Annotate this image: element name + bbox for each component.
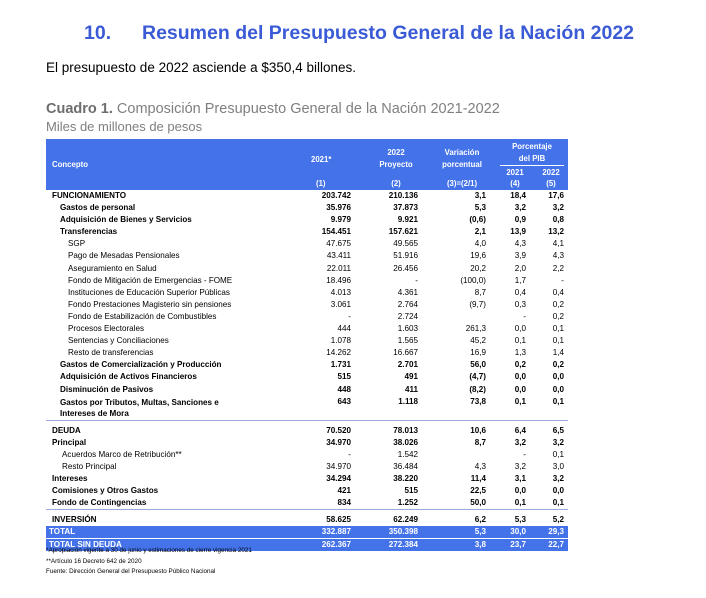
cell-2021: 18.496 <box>326 275 351 285</box>
cell-pib-2021: 0,4 <box>514 287 526 297</box>
table-row <box>46 384 568 396</box>
cell-2021: 1.731 <box>330 360 351 370</box>
table-row <box>46 514 568 526</box>
row-label: Adquisición de Activos Financieros <box>60 372 197 382</box>
row-label: Principal <box>52 437 87 447</box>
cell-2022: 157.621 <box>388 227 418 237</box>
cell-2022: 1.603 <box>397 324 418 334</box>
header-num5: (5) <box>546 179 556 188</box>
cell-variacion: (0,6) <box>469 215 486 225</box>
cell-2022: 411 <box>404 384 418 394</box>
cell-2021: - <box>348 311 351 321</box>
cell-2021: 9.979 <box>330 215 351 225</box>
cell-2022: 16.667 <box>393 348 418 358</box>
cell-pib-2021: 0,1 <box>514 336 526 346</box>
cell-pib-2021: 0,1 <box>514 498 526 508</box>
cell-pib-2021: 0,0 <box>514 324 526 334</box>
header-num2: (2) <box>391 179 401 188</box>
row-label: FUNCIONAMIENTO <box>52 191 127 200</box>
cell-variacion: (100,0) <box>460 275 486 285</box>
row-label: Acuerdos Marco de Retribución** <box>62 449 182 459</box>
cell-pib-2021: 0,0 <box>514 372 526 382</box>
cell-variacion: 8,7 <box>474 287 486 297</box>
cell-variacion: 22,5 <box>470 486 486 496</box>
cell-2021: 34.294 <box>326 473 351 483</box>
cell-pib-2022: 0,2 <box>552 360 564 370</box>
row-label: Transferencias <box>60 227 118 237</box>
cell-pib-2022: 0,2 <box>552 299 564 309</box>
cell-pib-2021: 3,9 <box>514 251 526 261</box>
row-label: Adquisición de Bienes y Servicios <box>60 215 192 225</box>
row-label: SGP <box>68 239 86 249</box>
cell-variacion: 73,8 <box>470 396 486 406</box>
row-label: Comisiones y Otros Gastos <box>52 486 159 496</box>
header-pib-divider <box>500 165 564 166</box>
cell-pib-2021: 0,3 <box>514 299 526 309</box>
table-row <box>46 299 568 311</box>
cell-2021: 515 <box>337 372 351 382</box>
cell-2022: - <box>415 275 418 285</box>
cell-pib-2022: 29,3 <box>548 527 564 537</box>
cell-pib-2022: 3,2 <box>552 203 564 213</box>
cell-2022: 9.921 <box>397 215 418 225</box>
cell-pib-2021: 0,9 <box>514 215 526 225</box>
cell-pib-2022: 0,0 <box>552 384 564 394</box>
cell-variacion: 56,0 <box>470 360 486 370</box>
header-pib-bottom: del PIB <box>518 154 546 163</box>
table-caption-title: Composición Presupuesto General de la Nación 2021-2022 <box>116 101 500 117</box>
cell-2022: 36.484 <box>393 461 418 471</box>
table-row <box>46 311 568 323</box>
table-row <box>46 396 568 420</box>
cell-pib-2022: 6,5 <box>552 425 564 435</box>
table-row <box>46 226 568 238</box>
cell-2022: 38.026 <box>393 437 418 447</box>
row-label: DEUDA <box>52 425 81 435</box>
cell-2021: 834 <box>337 498 351 508</box>
cell-pib-2021: 1,7 <box>514 275 526 285</box>
cell-2022: 1.542 <box>397 449 418 459</box>
cell-variacion: 4,3 <box>474 461 486 471</box>
cell-pib-2021: 2,0 <box>514 263 526 273</box>
cell-pib-2021: 6,4 <box>514 425 526 435</box>
table-row <box>46 323 568 335</box>
cell-2022: 2.701 <box>397 360 418 370</box>
cell-pib-2021: 0,1 <box>514 396 526 406</box>
header-num4: (4) <box>510 179 520 188</box>
cell-2021: 58.625 <box>326 515 351 525</box>
cell-pib-2022: 22,7 <box>548 540 564 550</box>
cell-2021: 421 <box>337 486 351 496</box>
table-row <box>46 275 568 287</box>
row-label: Resto de transferencias <box>68 348 154 358</box>
cell-pib-2021: - <box>523 311 526 321</box>
cell-2021: 203.742 <box>321 191 351 200</box>
cell-pib-2022: 0,0 <box>552 372 564 382</box>
section-title: Resumen del Presupuesto General de la Nación 2022 <box>142 22 635 44</box>
table-row <box>46 250 568 262</box>
table-row <box>46 371 568 383</box>
cell-2022: 2.764 <box>397 299 418 309</box>
cell-pib-2021: 3,2 <box>514 461 526 471</box>
cell-pib-2022: 0,2 <box>552 311 564 321</box>
table-row <box>46 238 568 250</box>
cell-variacion: 3,8 <box>474 540 486 550</box>
cell-variacion: 11,4 <box>470 473 486 483</box>
table-row <box>46 287 568 299</box>
header-col5-year: 2022 <box>542 168 560 177</box>
footnote: **Artículo 16 Decreto 642 de 2020 <box>46 557 142 565</box>
header-num1: (1) <box>316 179 326 188</box>
cell-variacion: (8,2) <box>469 384 486 394</box>
cell-pib-2022: 0,1 <box>552 336 564 346</box>
row-label: Fondo de Estabilización de Combustibles <box>68 311 217 321</box>
cell-2022: 1.565 <box>397 336 418 346</box>
cell-2021: 14.262 <box>326 348 351 358</box>
cell-2021: 1.078 <box>330 336 351 346</box>
cell-2022: 49.565 <box>393 239 418 249</box>
cell-pib-2022: 1,4 <box>552 348 564 358</box>
cell-variacion: 4,0 <box>474 239 486 249</box>
cell-pib-2021: 18,4 <box>510 191 526 200</box>
cell-pib-2021: 23,7 <box>510 540 526 550</box>
row-label: Gastos de Comercialización y Producción <box>60 360 222 370</box>
cell-2021: 43.411 <box>326 251 351 261</box>
header-col1: 2021* <box>311 155 332 164</box>
cell-2022: 1.252 <box>397 498 418 508</box>
cell-2022: 515 <box>404 486 418 496</box>
row-label: Disminución de Pasivos <box>60 384 154 394</box>
row-label: Pago de Mesadas Pensionales <box>68 251 180 261</box>
cell-pib-2021: - <box>523 449 526 459</box>
table-header <box>46 139 568 190</box>
intro-text: El presupuesto de 2022 asciende a $350,4 billones. <box>46 60 356 75</box>
cell-pib-2021: 0,2 <box>514 360 526 370</box>
table-row <box>46 335 568 347</box>
cell-2022: 4.361 <box>397 287 418 297</box>
budget-table <box>46 139 568 551</box>
cell-pib-2022: 3,0 <box>552 461 564 471</box>
table-row <box>46 461 568 473</box>
footnotes <box>46 546 252 578</box>
row-label-line1: Gastos por Tributos, Multas, Sanciones e <box>60 397 219 407</box>
cell-variacion: 45,2 <box>470 336 486 346</box>
cell-2021: 444 <box>337 324 351 334</box>
header-col4-year: 2021 <box>506 168 524 177</box>
cell-2021: 332.887 <box>321 527 351 537</box>
cell-2022: 62.249 <box>393 515 418 525</box>
cell-pib-2022: 0,1 <box>552 449 564 459</box>
cell-2022: 272.384 <box>388 540 418 550</box>
cell-variacion: 16,9 <box>470 348 486 358</box>
cell-pib-2021: 3,2 <box>514 203 526 213</box>
cell-variacion: 6,2 <box>474 515 486 525</box>
cell-2022: 38.220 <box>393 473 418 483</box>
row-label: Aseguramiento en Salud <box>68 263 157 273</box>
header-col3-bottom: porcentual <box>442 160 482 169</box>
cell-2022: 26.456 <box>393 263 418 273</box>
table-row <box>46 263 568 275</box>
table-caption-subtitle: Miles de millones de pesos <box>46 119 203 134</box>
cell-variacion: 10,6 <box>470 425 486 435</box>
cell-pib-2021: 0,0 <box>514 486 526 496</box>
cell-pib-2021: 13,9 <box>510 227 526 237</box>
header-col3-top: Variación <box>444 148 480 157</box>
row-label: Resto Principal <box>62 461 117 471</box>
row-label: Gastos de personal <box>60 203 136 213</box>
total-row <box>46 526 568 538</box>
cell-2022: 210.136 <box>388 191 418 200</box>
cell-pib-2022: 3,2 <box>552 437 564 447</box>
cell-pib-2021: 3,1 <box>514 473 526 483</box>
cell-pib-2022: 13,2 <box>548 227 564 237</box>
header-concepto: Concepto <box>52 160 88 169</box>
cell-2022: 350.398 <box>388 527 418 537</box>
cell-variacion: 3,1 <box>474 191 486 200</box>
header-col2-top: 2022 <box>387 148 405 157</box>
table-row <box>46 190 568 202</box>
cell-2021: 262.367 <box>321 540 351 550</box>
row-label: Intereses <box>52 473 88 483</box>
cell-pib-2021: 30,0 <box>510 527 526 537</box>
cell-variacion: 19,6 <box>470 251 486 261</box>
cell-variacion: 20,2 <box>470 263 486 273</box>
table-row <box>46 449 568 461</box>
cell-pib-2022: 5,2 <box>552 515 564 525</box>
cell-pib-2022: 0,1 <box>552 396 564 406</box>
cell-pib-2021: 0,0 <box>514 384 526 394</box>
cell-variacion: 8,7 <box>474 437 486 447</box>
row-label: Fondo de Contingencias <box>52 498 147 508</box>
source-note: Fuente: Dirección General del Presupuesto Público Nacional <box>46 568 216 575</box>
cell-pib-2022: 0,0 <box>552 486 564 496</box>
cell-pib-2022: 0,1 <box>552 498 564 508</box>
table-row <box>46 473 568 485</box>
table-row <box>46 202 568 214</box>
cell-2021: 448 <box>337 384 351 394</box>
table-row <box>46 359 568 371</box>
row-label-line2: Intereses de Mora <box>60 409 129 419</box>
table-row <box>46 425 568 437</box>
cell-2022: 37.873 <box>393 203 418 213</box>
cell-variacion: 261,3 <box>465 324 486 334</box>
cell-pib-2022: 4,3 <box>552 251 564 261</box>
cell-pib-2021: 5,3 <box>514 515 526 525</box>
table-row <box>46 214 568 226</box>
cell-2021: 22.011 <box>326 263 351 273</box>
cell-variacion: 50,0 <box>470 498 486 508</box>
cell-variacion: 5,3 <box>474 527 486 537</box>
cell-pib-2022: 17,6 <box>548 191 564 200</box>
row-label: TOTAL SIN DEUDA <box>49 540 122 550</box>
cell-2021: 643 <box>337 396 351 406</box>
cell-pib-2022: 0,8 <box>552 215 564 225</box>
cell-pib-2022: 2,2 <box>552 263 564 273</box>
row-label: Sentencias y Conciliaciones <box>68 336 169 346</box>
cell-2021: 47.675 <box>326 239 351 249</box>
cell-2022: 2.724 <box>397 311 418 321</box>
cell-pib-2021: 3,2 <box>514 437 526 447</box>
cell-2021: 154.451 <box>321 227 351 237</box>
cell-pib-2022: 4,1 <box>552 239 564 249</box>
cell-2021: 70.520 <box>326 425 351 435</box>
cell-pib-2022: - <box>561 275 564 285</box>
row-label: Procesos Electorales <box>68 324 145 334</box>
cell-2021: 4.013 <box>330 287 351 297</box>
cell-pib-2022: 0,4 <box>552 287 564 297</box>
cell-2021: 34.970 <box>326 437 351 447</box>
row-label: Instituciones de Educación Superior Públicas <box>68 287 230 297</box>
cell-variacion: (9,7) <box>469 299 486 309</box>
header-num3: (3)=(2/1) <box>446 179 478 188</box>
table-caption <box>46 101 500 117</box>
table-row <box>46 497 568 509</box>
table-row <box>46 485 568 497</box>
table-row <box>46 437 568 449</box>
row-label <box>60 397 219 420</box>
cell-variacion: (4,7) <box>469 372 486 382</box>
row-label: Fondo de Mitigación de Emergencias - FOME <box>68 275 233 285</box>
cell-2022: 1.118 <box>398 396 418 406</box>
cell-2021: 35.976 <box>326 203 351 213</box>
cell-2022: 491 <box>404 372 418 382</box>
cell-2021: 3.061 <box>330 299 351 309</box>
cell-2021: - <box>348 449 351 459</box>
cell-2022: 51.916 <box>393 251 418 261</box>
cell-2021: 34.970 <box>326 461 351 471</box>
cell-pib-2022: 0,1 <box>552 324 564 334</box>
row-label: INVERSIÓN <box>52 515 97 525</box>
table-row <box>46 347 568 359</box>
cell-pib-2021: 4,3 <box>514 239 526 249</box>
cell-variacion: 5,3 <box>474 203 486 213</box>
header-pib-top: Porcentaje <box>512 142 552 151</box>
footnote: *Apropiación vigente a 30 de junio y estimaciones de cierre vigencia 2021 <box>46 547 252 554</box>
table-caption-label: Cuadro 1. <box>46 101 113 117</box>
header-col2-bottom: Proyecto <box>379 160 413 169</box>
cell-2022: 78.013 <box>393 425 418 435</box>
row-label: TOTAL <box>49 527 76 537</box>
cell-variacion: 2,1 <box>474 227 486 237</box>
cell-pib-2021: 1,3 <box>514 348 526 358</box>
section-number: 10. <box>84 22 112 44</box>
cell-pib-2022: 3,2 <box>552 473 564 483</box>
row-label: Fondo Prestaciones Magisterio sin pensiones <box>68 299 232 309</box>
